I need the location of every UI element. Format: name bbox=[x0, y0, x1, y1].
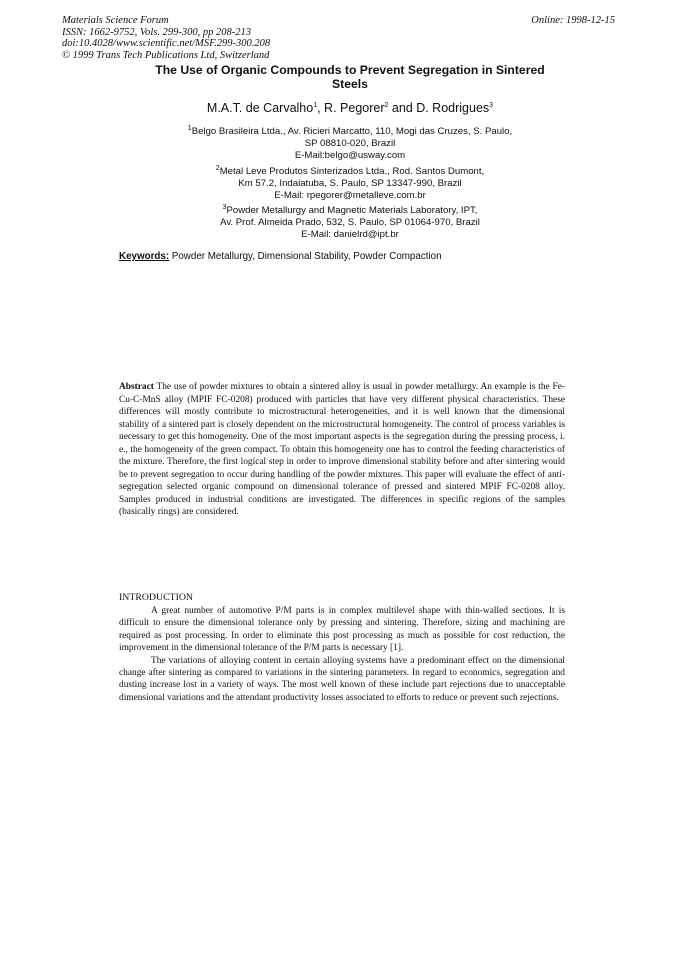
copyright-line: © 1999 Trans Tech Publications Ltd, Switzerland bbox=[62, 49, 270, 61]
title-line-1: The Use of Organic Compounds to Prevent Segregation in Sintered bbox=[155, 63, 545, 77]
abstract-paragraph bbox=[119, 381, 565, 519]
doi-line[interactable]: doi:10.4028/www.scientific.net/MSF.299-300.208 bbox=[62, 38, 271, 49]
affiliation-3-sup: 3 bbox=[222, 203, 227, 211]
keywords-text: Powder Metallurgy, Dimensional Stability, Powder Compaction bbox=[169, 251, 442, 262]
affiliation-2-line-1: Metal Leve Produtos Sinterizados Ltda., Rod. Santos Dumont, bbox=[219, 166, 485, 177]
affiliation-2-email[interactable]: E-Mail: rpegorer@metalleve.com.br bbox=[274, 190, 426, 201]
online-date: Online: 1998-12-15 bbox=[531, 15, 615, 26]
abstract-text: The use of powder mixtures to obtain a sintered alloy is usual in powder metallurgy. An example is the Fe-Cu-C-MnS alloy (MPIF FC-0208) produced with particles that have very different physical characteristics. These differences will mostly contribute to microstructural heterogeneities, and it is well known that the dimensional stability of a sintered part is closely dependent on the microstructural homogeneity. The control of process variables is necessary to get this homogeneity. One of the most important aspects is the segregation during the pressing process, i. e., the homogeneity of the green compact. To obtain this homogeneity one has to control the feeding characteristics of the mixture. Therefore, the first logical step in order to improve dimensional stability before and after sintering would be to prevent segregation to occur during handling of the powder mixtures. This paper will evaluate the effect of anti-segregation selected organic compound on dimensional tolerance of pressed and sintered MPIF FC-0208 alloy. Samples produced in industrial conditions are investigated. The differences in specific regions of the samples (basically rings) are considered. bbox=[119, 382, 565, 517]
affiliation-1-line-2: SP 08810-020, Brazil bbox=[304, 138, 396, 149]
author-3-sup: 3 bbox=[489, 101, 494, 109]
affiliation-1-sup: 1 bbox=[187, 124, 192, 132]
author-2-sup: 2 bbox=[384, 101, 389, 109]
title-line-2: Steels bbox=[332, 77, 368, 91]
affiliation-1-line-1: Belgo Brasileira Ltda., Av. Ricieri Marcatto, 110, Mogi das Cruzes, S. Paulo, bbox=[191, 126, 513, 137]
author-list bbox=[100, 101, 600, 115]
author-2: , R. Pegorer bbox=[317, 101, 385, 115]
introduction-paragraph-1: A great number of automotive P/M parts is in complex multilevel shape with thin-walled sections. It is difficult to ensure the dimensional tolerance only by pressing and sintering. Therefore, sizing and machining are required as post processing. In order to eliminate this post processing as much as possible for cost reduction, the improvement in the dimensional tolerance of the P/M parts is necessary [1]. bbox=[119, 606, 565, 654]
citation-block bbox=[62, 15, 270, 61]
affiliation-2-line-2: Km 57.2, Indaiatuba, S. Paulo, SP 13347-990, Brazil bbox=[238, 178, 462, 189]
author-3: and D. Rodrigues bbox=[388, 101, 490, 115]
affiliation-2-sup: 2 bbox=[215, 164, 220, 172]
introduction-heading: INTRODUCTION bbox=[119, 592, 194, 603]
affiliation-1-email[interactable]: E-Mail:belgo@usway.com bbox=[294, 150, 406, 161]
abstract-label: Abstract bbox=[119, 382, 154, 392]
author-1: M.A.T. de Carvalho bbox=[206, 101, 314, 115]
keywords-label: Keywords: bbox=[119, 251, 170, 262]
affiliation-1 bbox=[100, 126, 600, 162]
author-1-sup: 1 bbox=[313, 101, 318, 109]
affiliation-3-line-2: Av. Prof. Almeida Prado, 532, S. Paulo, SP 01064-970, Brazil bbox=[220, 217, 480, 228]
keywords-line bbox=[119, 251, 442, 262]
affiliation-3 bbox=[100, 205, 600, 241]
affiliation-3-email[interactable]: E-Mail: danielrd@ipt.br bbox=[301, 229, 399, 240]
introduction-body bbox=[119, 605, 565, 704]
issn-line: ISSN: 1662-9752, Vols. 299-300, pp 208-213 bbox=[62, 26, 251, 38]
affiliation-3-line-1: Powder Metallurgy and Magnetic Materials Laboratory, IPT, bbox=[226, 205, 478, 216]
paper-title bbox=[100, 63, 600, 91]
affiliation-2 bbox=[100, 166, 600, 202]
introduction-paragraph-2: The variations of alloying content in certain alloying systems have a predominant effect on the dimensional change after sintering as compared to variations in the sintering parameters. In regard to economics, segregation and dusting increase lost in a variety of ways. The most well known of these include part rejections due to unacceptable dimensional variations and the attendant productivity losses associated to efforts to reduce or prevent such rejections. bbox=[119, 655, 565, 703]
journal-name: Materials Science Forum bbox=[62, 15, 169, 26]
